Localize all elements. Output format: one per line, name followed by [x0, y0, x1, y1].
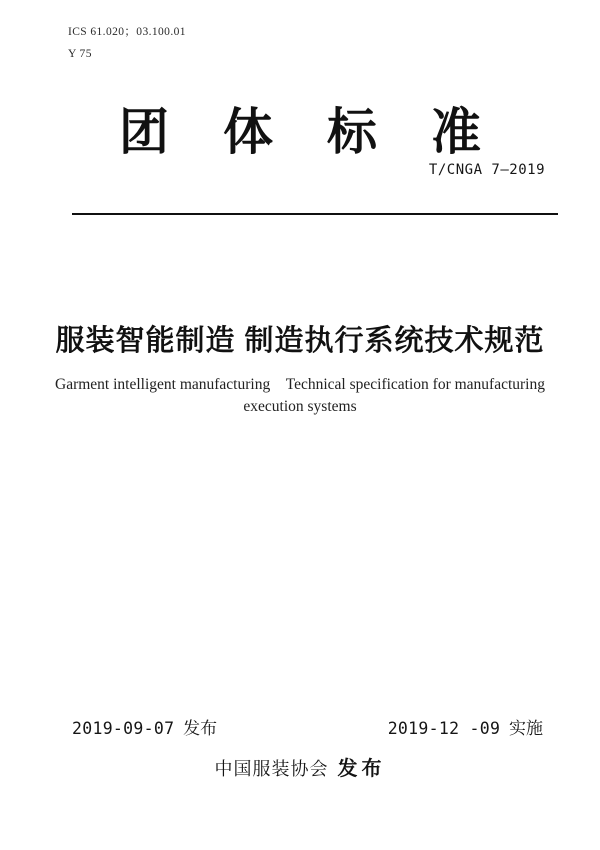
ics-code: ICS 61.020；03.100.01 [68, 26, 186, 38]
implementation-date-label: 实施 [509, 719, 543, 738]
title-english-line1: Garment intelligent manufacturing Technical specification for manufacturing [55, 376, 545, 393]
issue-date-label: 发布 [183, 719, 218, 738]
publisher-name: 中国服装协会 [214, 759, 329, 779]
implementation-date [388, 714, 543, 739]
date-row [72, 714, 543, 739]
issue-date [72, 714, 217, 739]
header-divider-line [72, 213, 558, 215]
publisher-line [0, 752, 600, 781]
title-english [0, 374, 600, 418]
standard-type-heading: 团体标准 [119, 104, 535, 160]
ics-classification-block [68, 21, 186, 65]
classification-code: Y 75 [68, 48, 92, 60]
title-english-line2: execution systems [243, 398, 357, 415]
title-chinese: 服装智能制造 制造执行系统技术规范 [55, 325, 545, 357]
implementation-date-value: 2019-12 -09 [387, 719, 501, 738]
standard-number: T/CNGA 7—2019 [428, 162, 545, 178]
publisher-label: 发布 [337, 758, 386, 780]
issue-date-value: 2019-09-07 [72, 719, 175, 738]
